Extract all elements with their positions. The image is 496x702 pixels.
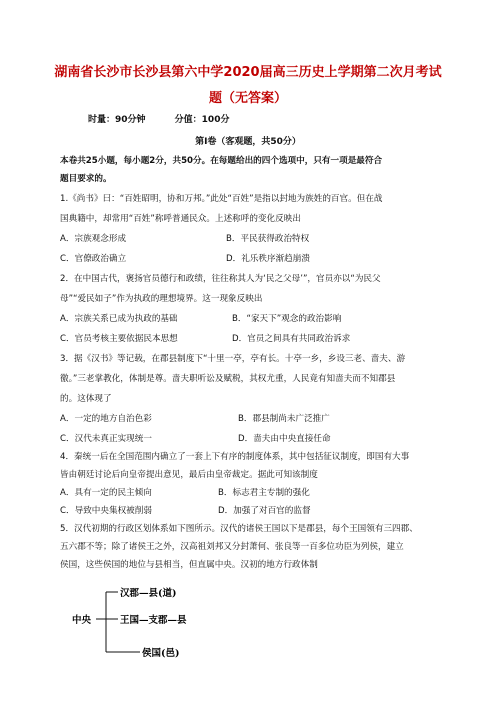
q4-stem-line1: 4．秦统一后在全国范围内确立了一套上下有序的制度体系，其中包括征议制度，即国有大事 xyxy=(60,452,410,462)
administrative-structure-diagram xyxy=(70,574,230,664)
time-label: 时量：90分钟 xyxy=(88,115,146,125)
q1-stem-line2: 国典籍中，却常用“百姓”称呼普通民众。上述称呼的变化反映出 xyxy=(60,214,301,224)
q2-stem-line1: 2．在中国古代，褒扬官员德行和政绩，往往称其人为‘民之父母’”，官员亦以“为民父 xyxy=(60,274,381,284)
q3-stem-line2: 徼。”三老掌教化，体制是尊。啬夫职听讼及赋税，其权尤重，人民竟有知啬夫而不知郡县 xyxy=(60,374,396,384)
section-title: 第Ⅰ卷（客观题，共50分） xyxy=(195,137,301,147)
q4-option-c: C．导致中央集权被削弱 xyxy=(60,506,152,516)
q3-option-d: D．啬夫由中央直接任命 xyxy=(238,434,331,444)
q2-option-b: B．“家天下”观念的政治影响 xyxy=(232,314,342,324)
exam-title-line1: 湖南省长沙市长沙县第六中学2020届高三历史上学期第二次月考试 xyxy=(54,65,442,80)
diagram-root-label: 中央 xyxy=(72,615,92,626)
q1-stem-line1: 1.《尚书》曰：“百姓昭明，协和万邦。”此处“百姓”是指以封地为族姓的百官。但在战 xyxy=(60,194,383,204)
q5-stem-line2: 五六郡不等；除了诸侯王之外，汉高祖刘邦又分封萧何、张良等一百多位功臣为列侯，建立 xyxy=(60,542,404,552)
q2-stem-line2: 母”“爱民如子”作为执政的理想境界。这一现象反映出 xyxy=(60,294,263,304)
q3-stem-line1: 3．据《汉书》等记载，在郡县制度下“十里一亭，亭有长。十亭一乡，乡设三老、啬夫、游 xyxy=(60,354,406,364)
diagram-branch-bottom: 侯国(邑) xyxy=(142,648,180,659)
instructions-line2: 题目要求的。 xyxy=(60,174,112,184)
q4-option-a: A．具有一定的民主倾向 xyxy=(60,488,152,498)
q2-option-a: A．宗族关系已成为执政的基础 xyxy=(60,314,178,324)
q4-stem-line2: 皆由朝廷讨论后向皇帝提出意见，最后由皇帝裁定。据此可知该制度 xyxy=(60,470,318,480)
q4-option-b: B．标志君主专制的强化 xyxy=(218,488,310,498)
q3-stem-line3: 的。这体现了 xyxy=(60,394,112,404)
q2-option-c: C．官员考核主要依据民本思想 xyxy=(60,334,178,344)
q4-option-d: D．加强了对百官的监督 xyxy=(218,506,311,516)
q1-option-a: A．宗族观念形成 xyxy=(60,234,127,244)
q5-stem-line1: 5．汉代初期的行政区划体系如下图所示。汉代的诸侯王国以下是郡县，每个王国领有三四郡、 xyxy=(60,524,418,534)
instructions-line1: 本卷共25小题，每小题2分，共50分。在每题给出的四个选项中，只有一项是最符合 xyxy=(60,156,383,166)
diagram-branch-mid: 王国—支郡—县 xyxy=(120,615,187,626)
diagram-branch-top: 汉郡—县(道) xyxy=(120,588,177,599)
q2-option-d: D．官员之间具有共同政治诉求 xyxy=(232,334,351,344)
q3-option-b: B．郡县制尚未广泛推广 xyxy=(238,414,330,424)
exam-title-line2: 题（无答案） xyxy=(208,91,287,106)
q3-option-c: C．汉代未真正实现统一 xyxy=(60,434,152,444)
exam-meta xyxy=(88,112,255,125)
q1-option-c: C．官僚政治确立 xyxy=(60,254,127,264)
q1-option-b: B．平民获得政治特权 xyxy=(226,234,310,244)
q5-stem-line3: 侯国，这些侯国的地位与县相当，但直属中央。汉初的地方行政体制 xyxy=(60,560,318,570)
q3-option-a: A．一定的地方自治色彩 xyxy=(60,414,152,424)
q1-option-d: D．礼乐秩序渐趋崩溃 xyxy=(226,254,310,264)
score-label: 分值：100分 xyxy=(174,115,230,125)
